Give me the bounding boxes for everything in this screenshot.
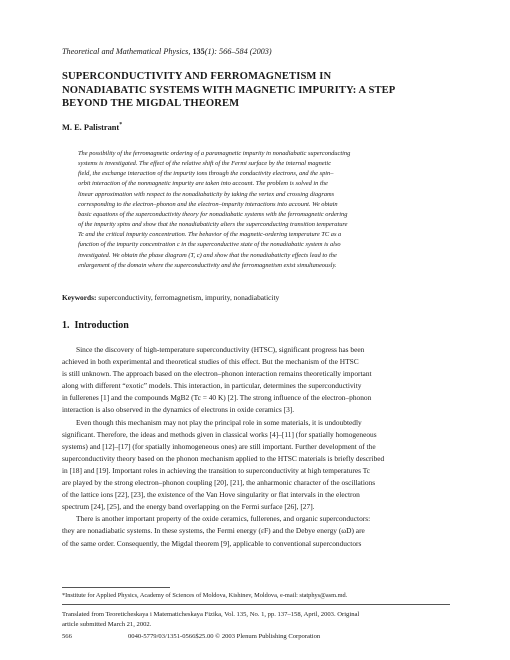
body-line: in [18] and [19]. Important roles in achieving the transition to superconductivity at high temperatures Tc (62, 465, 371, 475)
paper-title (62, 70, 457, 111)
body-line: achieved in both experimental and theoretical studies of this effect. But the mechanism of the HTSC (62, 357, 359, 367)
abstract-line: corresponding to the electron–phonon and the electron–impurity interactions into account. We obtain (78, 200, 338, 208)
body-line: in fullerenes [1] and the compounds MgB2 (Tc = 40 K) [2]. The strong influence of the electron–phonon (62, 393, 372, 403)
body-line: systems) and [12]–[17] (for spatially inhomogeneous ones) are still important. Further development of the (62, 441, 376, 451)
translation-divider (62, 604, 450, 605)
body-line: superconductivity theory based on the phonon mechanism applied to the HTSC materials is briefly described (62, 453, 385, 463)
journal-volume: 135 (192, 47, 205, 56)
author (62, 122, 122, 132)
copyright-line: 0040-5779/03/1351-0566$25.00 © 2003 Plenum Publishing Corporation (128, 633, 321, 640)
abstract (78, 149, 434, 271)
translation-line: article submitted March 21, 2002. (62, 620, 152, 628)
author-affiliation-footnote: *Institute for Applied Physics, Academy of Sciences of Moldova, Kishinev, Moldova, e-mail: statphys@asm.md. (62, 592, 348, 599)
body-line: interaction is also observed in the dynamics of electrons in oxide ceramics [3]. (62, 405, 295, 415)
body-line: they are nonadiabatic systems. In these systems, the Fermi energy (εF) and the Debye energy (ωD) are (62, 526, 365, 536)
body-line: of the same order. Consequently, the Migdal theorem [9], applicable to conventional superconductors (62, 538, 362, 548)
section-number: 1. (62, 320, 70, 331)
keywords-text: superconductivity, ferromagnetism, impurity, nonadiabaticity (96, 293, 280, 302)
body-line: significant. Therefore, the ideas and methods given in classical works [4]–[11] (for spatially homogeneous (62, 429, 377, 439)
body-line: are played by the strong electron–phonon coupling [20], [21], the anharmonic character of the oscillations (62, 478, 376, 488)
section-heading (62, 320, 129, 331)
abstract-line: function of the impurity concentration c in the superconductive state of the nonadiabatic system is also (78, 241, 341, 249)
page-number: 566 (62, 633, 72, 640)
author-footnote-mark: * (119, 122, 123, 128)
title-line: SUPERCONDUCTIVITY AND FERROMAGNETISM IN (62, 71, 332, 82)
abstract-line: Tc and the critical impurity concentration. The behavior of the magnetic-ordering temperature TC as a (78, 231, 342, 239)
body-line: is still unknown. The approach based on the electron–phonon interaction remains theoretically important (62, 369, 372, 379)
journal-citation (62, 47, 272, 56)
section-title: Introduction (74, 320, 129, 331)
keywords-label: Keywords: (62, 293, 97, 302)
author-name: M. E. Palistrant (62, 122, 120, 132)
footnote-divider (62, 587, 170, 588)
abstract-line: basic equations of the superconductivity theory for nonadiabatic systems with the ferromagnetic ordering (78, 210, 348, 218)
abstract-line: linear approximation with respect to the nonadiabaticity by taking the vertex and crossing diagrams (78, 190, 335, 198)
keywords (62, 293, 279, 302)
body-line: along with different “exotic” models. This interaction, in particular, determines the superconductivity (62, 381, 362, 391)
abstract-line: systems is investigated. The effect of the relative shift of the Fermi surface by the internal magnetic (78, 160, 332, 168)
body-line: spectrum [24], [25], and the energy band overlapping on the Fermi surface [26], [27]. (62, 502, 315, 512)
body-line: Even though this mechanism may not play the principal role in some materials, it is undoubtedly (76, 417, 362, 427)
abstract-line: of the impurity spins and show that the nonadiabaticity alters the superconducting transition temperature (78, 221, 348, 229)
journal-issue-pages: (1): 566–584 (2003) (204, 47, 272, 56)
body-line: of the lattice ions [22], [23], the existence of the Van Hove singularity or flat intervals in the electron (62, 490, 360, 500)
body-line: There is another important property of the oxide ceramics, fullerenes, and organic superconductors: (76, 514, 371, 524)
abstract-line: orbit interaction of the nonmagnetic impurity are taken into account. The problem is solved in the (78, 180, 328, 188)
title-line: BEYOND THE MIGDAL THEOREM (62, 98, 240, 109)
translation-line: Translated from Teoreticheskaya i Matematicheskaya Fizika, Vol. 135, No. 1, pp. 137–158, April, 2003. Original (62, 611, 360, 618)
abstract-line: field, the exchange interaction of the impurity ions through the conductivity electrons, and the spin– (78, 170, 334, 178)
abstract-line: The possibility of the ferromagnetic ordering of a paramagnetic impurity in nonadiabatic superconducting (78, 150, 351, 157)
abstract-line: enlargement of the domain where the superconductivity and the ferromagnetism exist simultaneously. (78, 261, 337, 269)
title-line: NONADIABATIC SYSTEMS WITH MAGNETIC IMPURITY: A STEP (62, 84, 396, 96)
body-line: Since the discovery of high-temperature superconductivity (HTSC), significant progress has been (76, 345, 365, 354)
translation-note (62, 610, 454, 629)
journal-name: Theoretical and Mathematical Physics, (62, 47, 193, 56)
abstract-line: investigated. We obtain the phase diagram (T, c) and show that the nonadiabaticity effects lead to the (78, 251, 337, 259)
body-text (62, 344, 450, 550)
